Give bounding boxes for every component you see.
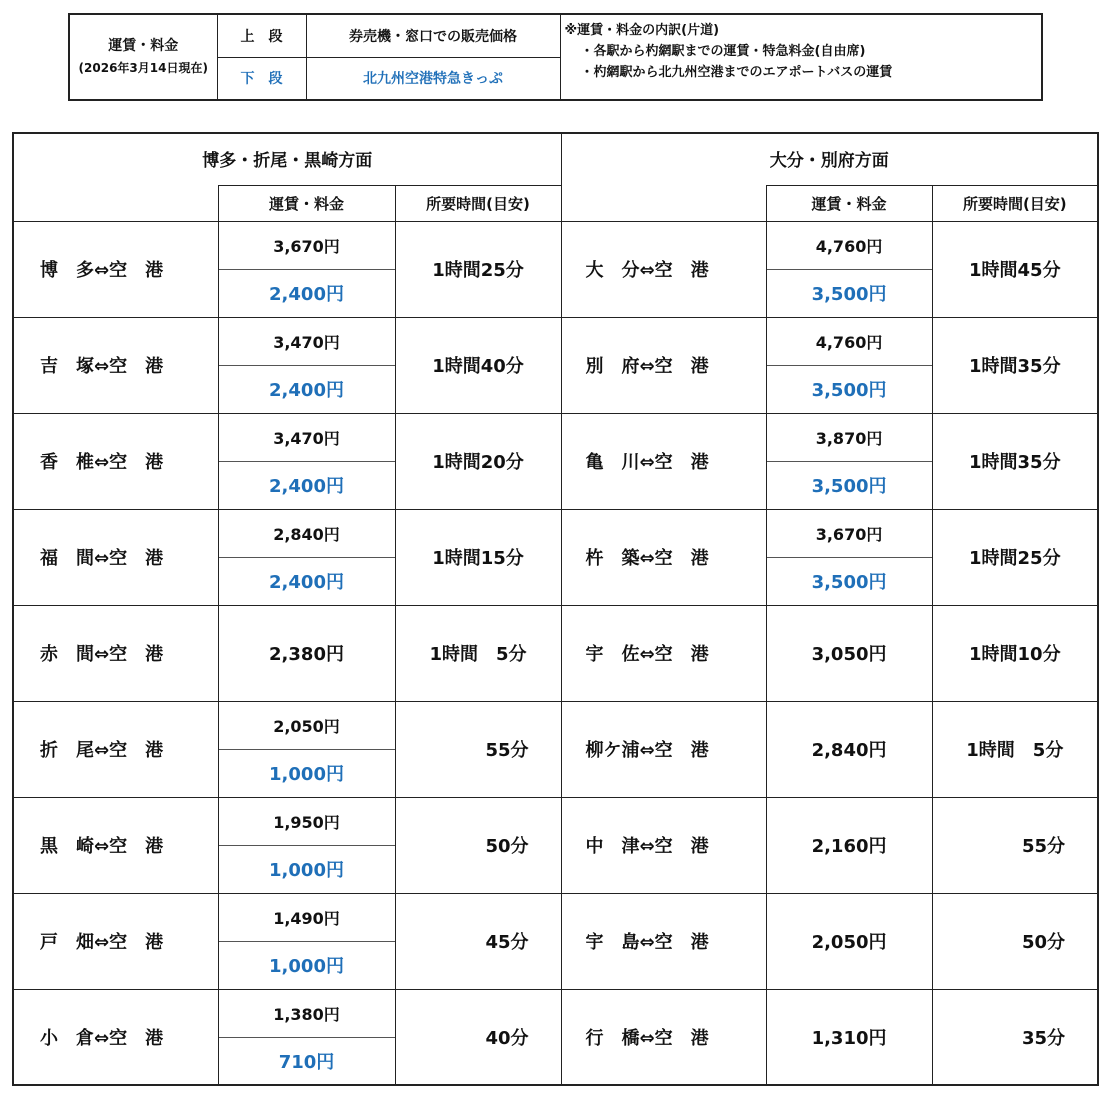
fare-upper: 3,470円 bbox=[219, 318, 395, 366]
right-fare: 1,310円 bbox=[766, 989, 932, 1085]
legend-lower-desc: 北九州空港特急きっぷ bbox=[306, 57, 560, 100]
right-time: 1時間35分 bbox=[932, 317, 1098, 413]
legend-upper-label: 上 段 bbox=[217, 14, 306, 57]
fare-lower: 3,500円 bbox=[811, 380, 887, 401]
table-row bbox=[13, 797, 1098, 893]
left-fare: 2,380円 bbox=[218, 605, 395, 701]
legend-title: 運賃・料金 bbox=[108, 38, 179, 54]
fare-lower: 3,500円 bbox=[811, 572, 887, 593]
fare-upper: 3,470円 bbox=[219, 414, 395, 462]
legend-title-cell bbox=[69, 14, 217, 100]
legend-date: (2026年3月14日現在) bbox=[78, 61, 208, 75]
fare-upper: 1,490円 bbox=[219, 894, 395, 942]
legend-upper-desc: 券売機・窓口での販売価格 bbox=[306, 14, 560, 57]
right-station: 中 津⇔空 港 bbox=[561, 797, 766, 893]
left-station: 戸 畑⇔空 港 bbox=[13, 893, 218, 989]
right-time: 1時間 5分 bbox=[932, 701, 1098, 797]
left-time: 45分 bbox=[395, 893, 561, 989]
table-row bbox=[13, 413, 1098, 509]
right-fare: 2,050円 bbox=[766, 893, 932, 989]
left-fare bbox=[218, 509, 395, 605]
left-time: 40分 bbox=[395, 989, 561, 1085]
right-fare: 2,840円 bbox=[766, 701, 932, 797]
right-fare bbox=[766, 509, 932, 605]
right-direction-header: 大分・別府方面 bbox=[561, 133, 1098, 185]
left-time: 1時間25分 bbox=[395, 221, 561, 317]
right-header-blank bbox=[561, 185, 766, 221]
fare-lower: 2,400円 bbox=[269, 572, 344, 593]
left-fare-header: 運賃・料金 bbox=[218, 185, 395, 221]
left-station: 小 倉⇔空 港 bbox=[13, 989, 218, 1085]
fare-upper: 1,380円 bbox=[219, 990, 395, 1038]
fare-table bbox=[12, 132, 1099, 1086]
left-fare bbox=[218, 797, 395, 893]
fare-lower: 1,000円 bbox=[269, 860, 344, 881]
left-time: 1時間40分 bbox=[395, 317, 561, 413]
left-time: 1時間15分 bbox=[395, 509, 561, 605]
right-fare bbox=[766, 317, 932, 413]
fare-lower: 2,400円 bbox=[269, 284, 344, 305]
legend-note bbox=[560, 14, 1042, 100]
fare-lower: 3,500円 bbox=[811, 284, 887, 305]
right-fare bbox=[766, 221, 932, 317]
left-fare bbox=[218, 989, 395, 1085]
left-fare bbox=[218, 413, 395, 509]
right-time-header: 所要時間(目安) bbox=[932, 185, 1098, 221]
left-time: 1時間20分 bbox=[395, 413, 561, 509]
right-fare: 2,160円 bbox=[766, 797, 932, 893]
left-time: 55分 bbox=[395, 701, 561, 797]
right-time: 50分 bbox=[932, 893, 1098, 989]
left-time: 50分 bbox=[395, 797, 561, 893]
left-station: 赤 間⇔空 港 bbox=[13, 605, 218, 701]
fare-upper: 3,870円 bbox=[767, 414, 932, 462]
fare-upper: 2,840円 bbox=[219, 510, 395, 558]
table-row bbox=[13, 221, 1098, 317]
right-station: 宇 島⇔空 港 bbox=[561, 893, 766, 989]
right-fare: 3,050円 bbox=[766, 605, 932, 701]
fare-upper: 4,760円 bbox=[767, 222, 932, 270]
table-row bbox=[13, 701, 1098, 797]
fare-lower: 1,000円 bbox=[269, 956, 344, 977]
table-row bbox=[13, 605, 1098, 701]
fare-upper: 3,670円 bbox=[219, 222, 395, 270]
left-time: 1時間 5分 bbox=[395, 605, 561, 701]
right-station: 行 橋⇔空 港 bbox=[561, 989, 766, 1085]
right-station: 柳ケ浦⇔空 港 bbox=[561, 701, 766, 797]
left-header-blank bbox=[13, 185, 218, 221]
left-fare bbox=[218, 317, 395, 413]
left-station: 香 椎⇔空 港 bbox=[13, 413, 218, 509]
left-station: 吉 塚⇔空 港 bbox=[13, 317, 218, 413]
left-fare bbox=[218, 701, 395, 797]
right-station: 亀 川⇔空 港 bbox=[561, 413, 766, 509]
right-station: 宇 佐⇔空 港 bbox=[561, 605, 766, 701]
fare-upper: 3,670円 bbox=[767, 510, 932, 558]
right-time: 35分 bbox=[932, 989, 1098, 1085]
right-time: 1時間25分 bbox=[932, 509, 1098, 605]
table-row bbox=[13, 893, 1098, 989]
fare-lower: 710円 bbox=[278, 1051, 335, 1073]
right-station: 杵 築⇔空 港 bbox=[561, 509, 766, 605]
table-row bbox=[13, 509, 1098, 605]
right-time: 1時間35分 bbox=[932, 413, 1098, 509]
legend-table bbox=[68, 13, 1043, 101]
fare-lower: 2,400円 bbox=[269, 476, 344, 497]
table-row bbox=[13, 317, 1098, 413]
table-row bbox=[13, 989, 1098, 1085]
fare-upper: 4,760円 bbox=[767, 318, 932, 366]
left-fare bbox=[218, 893, 395, 989]
left-time-header: 所要時間(目安) bbox=[395, 185, 561, 221]
fare-lower: 1,000円 bbox=[269, 764, 344, 785]
left-fare bbox=[218, 221, 395, 317]
left-station: 福 間⇔空 港 bbox=[13, 509, 218, 605]
right-time: 1時間10分 bbox=[932, 605, 1098, 701]
left-direction-header: 博多・折尾・黒崎方面 bbox=[13, 133, 561, 185]
right-time: 1時間45分 bbox=[932, 221, 1098, 317]
fare-lower: 3,500円 bbox=[811, 476, 887, 497]
fare-lower: 2,400円 bbox=[269, 380, 344, 401]
right-time: 55分 bbox=[932, 797, 1098, 893]
left-station: 博 多⇔空 港 bbox=[13, 221, 218, 317]
legend-note-title: ※運賃・料金の内訳(片道) bbox=[564, 23, 720, 38]
fare-upper: 1,950円 bbox=[219, 798, 395, 846]
right-fare bbox=[766, 413, 932, 509]
legend-note-line1: ・各駅から杓網駅までの運賃・特急料金(自由席) bbox=[580, 44, 866, 59]
fare-upper: 2,050円 bbox=[219, 702, 395, 750]
left-station: 折 尾⇔空 港 bbox=[13, 701, 218, 797]
legend-note-line2: ・杓網駅から北九州空港までのエアポートバスの運賃 bbox=[580, 65, 893, 80]
right-fare-header: 運賃・料金 bbox=[766, 185, 932, 221]
right-station: 大 分⇔空 港 bbox=[561, 221, 766, 317]
left-station: 黒 崎⇔空 港 bbox=[13, 797, 218, 893]
legend-lower-label: 下 段 bbox=[217, 57, 306, 100]
right-station: 別 府⇔空 港 bbox=[561, 317, 766, 413]
